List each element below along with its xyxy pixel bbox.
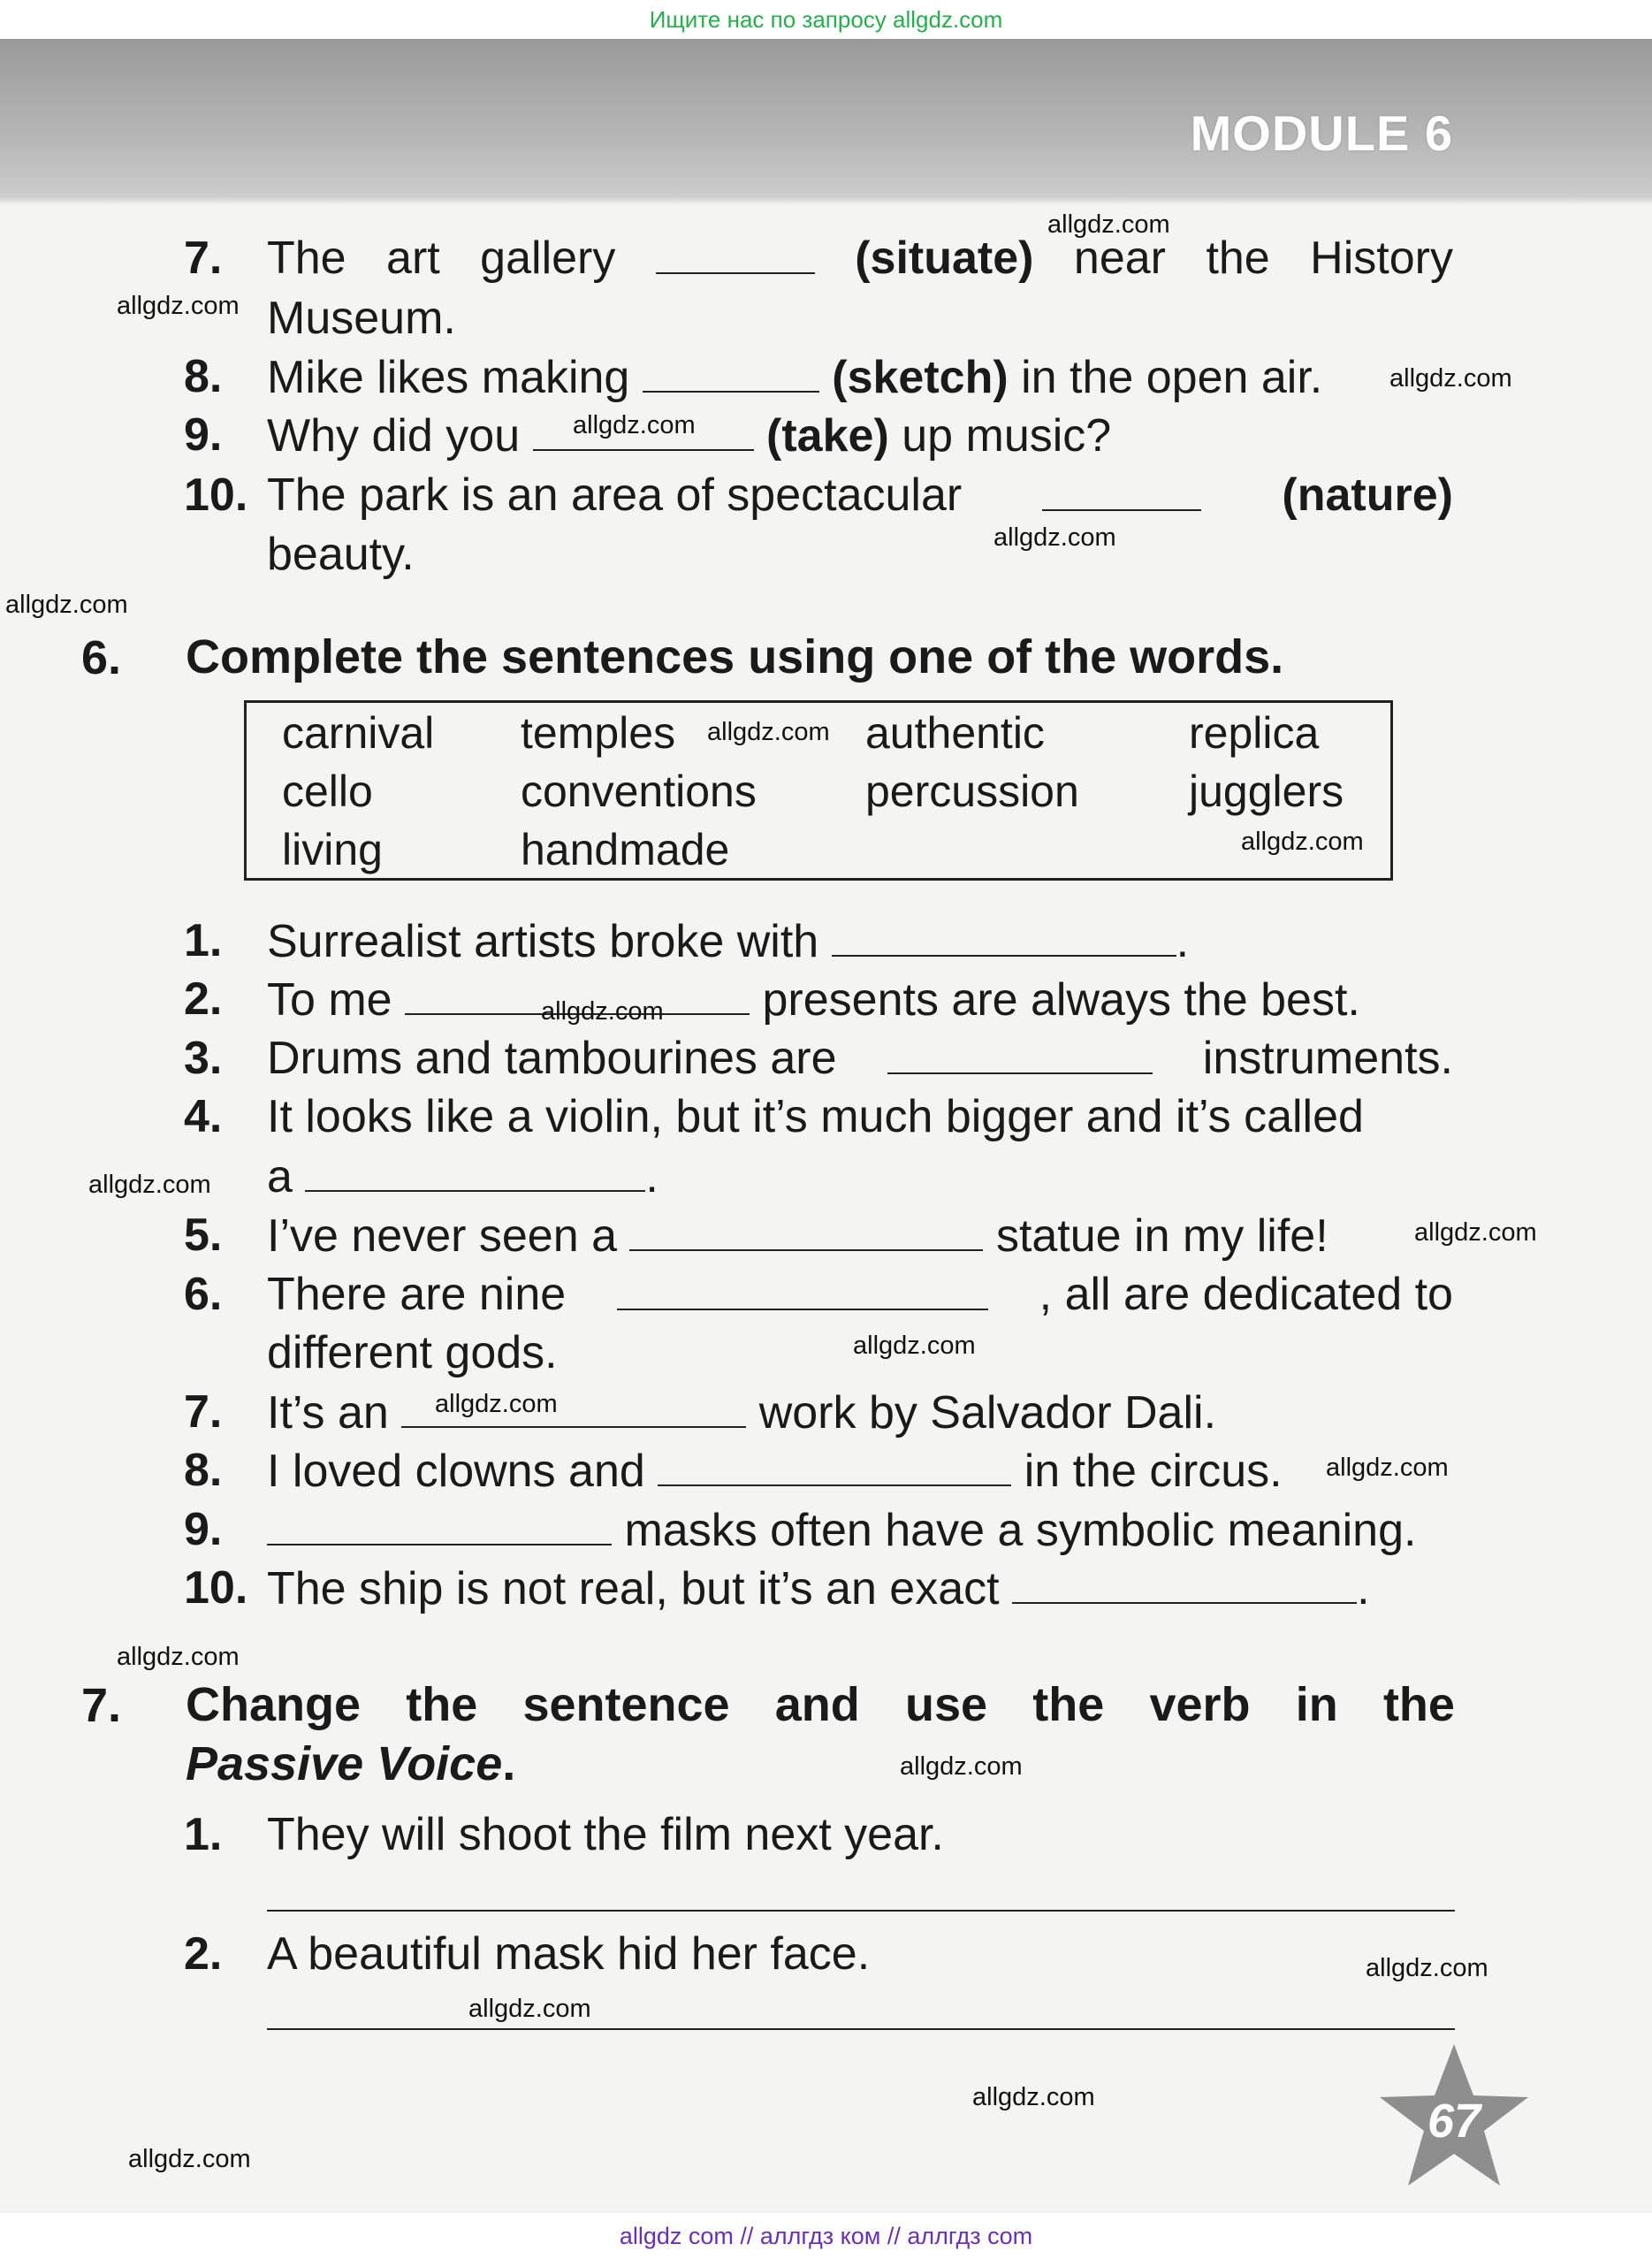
item-number: 1. [184, 915, 223, 966]
watermark: allgdz.com [573, 411, 696, 439]
item-number: 7. [184, 233, 223, 284]
answer-blank[interactable] [656, 232, 815, 274]
sentence-line: Surrealist artists broke with . [267, 916, 1190, 967]
answer-blank[interactable] [617, 1268, 988, 1310]
word-option[interactable]: conventions [521, 767, 757, 816]
word: art [386, 233, 440, 284]
sentence-line: A beautiful mask hid her face. [267, 1928, 871, 1980]
sentence-line: Why did you (take) up music? [267, 410, 1112, 462]
footer-banner[interactable]: allgdz com // аллгдз ком // аллгдз com [0, 2213, 1652, 2259]
word-option[interactable]: handmade [521, 825, 730, 874]
item-number: 9. [184, 409, 223, 461]
watermark: allgdz.com [993, 523, 1116, 552]
watermark: allgdz.com [853, 1332, 976, 1360]
word-option[interactable]: jugglers [1189, 767, 1344, 816]
answer-blank[interactable] [643, 350, 819, 393]
item-number: 6. [184, 1269, 223, 1320]
answer-blank[interactable] [832, 914, 1176, 957]
watermark: allgdz.com [972, 2083, 1095, 2111]
answer-blank[interactable] [305, 1149, 645, 1192]
watermark: allgdz.com [1326, 1454, 1449, 1482]
sentence-line: Mike likes making (sketch) in the open air. [267, 352, 1323, 403]
watermark: allgdz.com [5, 591, 128, 619]
watermark: allgdz.com [117, 292, 240, 320]
word-option[interactable]: authentic [865, 708, 1045, 758]
watermark: allgdz.com [1047, 210, 1170, 239]
watermark: allgdz.com [707, 718, 830, 746]
task-title: Complete the sentences using one of the words. [186, 630, 1284, 683]
item-number: 3. [184, 1033, 223, 1084]
watermark: allgdz.com [1389, 364, 1512, 393]
word-option[interactable]: temples [521, 708, 676, 758]
top-banner[interactable]: Ищите нас по запросу allgdz.com [0, 0, 1652, 39]
sentence-line [267, 232, 1453, 285]
word: gallery [480, 233, 616, 284]
task-title: Passive Voice. [186, 1737, 516, 1790]
sentence-line: They will shoot the film next year. [267, 1809, 944, 1860]
sentence-line: It looks like a violin, but it’s much bigger and it’s called [267, 1091, 1364, 1142]
task-number: 6. [81, 631, 122, 684]
item-number: 1. [184, 1809, 223, 1860]
word-option[interactable]: cello [282, 767, 373, 816]
item-number: 7. [184, 1386, 223, 1438]
sentence-line: Drums and tambourines are instruments. [267, 1033, 1453, 1084]
sentence-line: I’ve never seen a statue in my life! [267, 1210, 1328, 1262]
answer-blank[interactable] [1042, 469, 1201, 511]
item-number: 10. [184, 469, 248, 521]
word-option[interactable]: percussion [865, 767, 1079, 816]
answer-blank[interactable] [887, 1032, 1153, 1074]
task-number: 7. [81, 1679, 122, 1732]
item-number: 4. [184, 1091, 223, 1142]
sentence-line: The ship is not real, but it’s an exact . [267, 1563, 1370, 1614]
item-number: 5. [184, 1210, 223, 1261]
watermark: allgdz.com [1366, 1954, 1488, 1982]
item-number: 2. [184, 973, 223, 1025]
sentence-line: To me presents are always the best. [267, 974, 1360, 1026]
answer-line[interactable] [267, 1910, 1455, 1912]
sentence-line: The park is an area of spectacular (nature) [267, 469, 1453, 521]
word-option[interactable]: carnival [282, 708, 435, 758]
word-option[interactable]: living [282, 825, 383, 874]
page-number: 67 [1427, 2095, 1481, 2148]
answer-blank[interactable] [267, 1503, 612, 1545]
module-title: MODULE 6 [1190, 105, 1453, 161]
sentence-line: different gods. [267, 1327, 558, 1378]
answer-blank[interactable] [658, 1444, 1011, 1486]
sentence-line: masks often have a symbolic meaning. [267, 1503, 1416, 1557]
word-option[interactable]: replica [1189, 708, 1320, 758]
sentence-line: I loved clowns and in the circus. [267, 1446, 1283, 1497]
watermark: allgdz.com [128, 2145, 251, 2173]
sentence-line: beauty. [267, 529, 415, 580]
watermark: allgdz.com [117, 1643, 240, 1671]
item-number: 10. [184, 1562, 248, 1614]
verb-hint: (sketch) [832, 352, 1009, 403]
sentence-line: Museum. [267, 293, 456, 344]
sentence-line: There are nine , all are dedicated to [267, 1269, 1453, 1320]
watermark: allgdz.com [1414, 1218, 1537, 1247]
sentence-line: a . [267, 1151, 659, 1202]
watermark: allgdz.com [541, 997, 664, 1026]
watermark: allgdz.com [88, 1171, 211, 1199]
word: near [1073, 233, 1166, 284]
verb-hint: (nature) [1282, 469, 1453, 521]
word: History [1310, 233, 1453, 284]
item-number: 8. [184, 1445, 223, 1496]
sentence-line: It’s an work by Salvador Dali. [267, 1387, 1217, 1439]
answer-line[interactable] [267, 2028, 1455, 2030]
watermark: allgdz.com [435, 1390, 558, 1418]
answer-blank[interactable] [629, 1209, 983, 1251]
verb-hint: (take) [766, 410, 889, 462]
item-number: 2. [184, 1928, 223, 1980]
watermark: allgdz.com [900, 1752, 1023, 1781]
verb-hint: (situate) [855, 233, 1034, 284]
word: The [267, 233, 346, 284]
watermark: allgdz.com [468, 1995, 591, 2023]
item-number: 8. [184, 351, 223, 402]
answer-blank[interactable] [1012, 1561, 1357, 1604]
item-number: 9. [184, 1504, 223, 1555]
task-title: Change the sentence and use the verb in the [186, 1678, 1455, 1731]
word: the [1206, 233, 1270, 284]
watermark: allgdz.com [1241, 828, 1364, 856]
